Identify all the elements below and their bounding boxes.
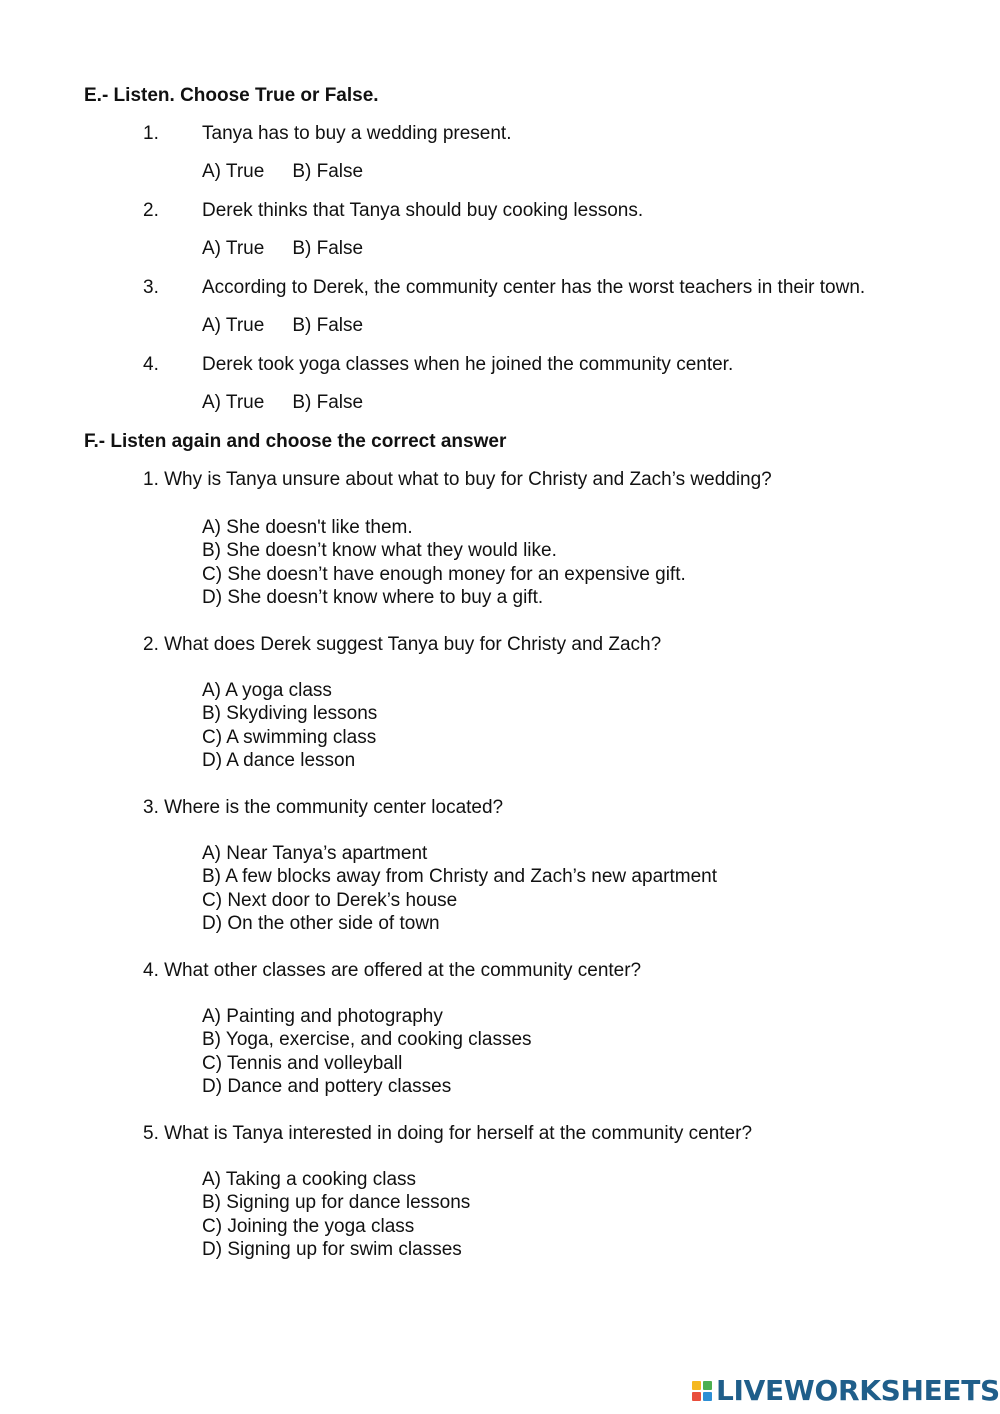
option-true[interactable]: A) True	[202, 161, 265, 182]
tf-item-statement: Tanya has to buy a wedding present.	[202, 123, 512, 144]
tf-item-statement: Derek took yoga classes when he joined the community center.	[202, 354, 734, 375]
liveworksheets-logo	[692, 1374, 1000, 1408]
answer-options	[202, 1168, 470, 1261]
tf-item-number: 1.	[143, 123, 159, 144]
answer-option[interactable]: A) Near Tanya’s apartment	[202, 843, 428, 864]
question-text: 4. What other classes are offered at the community center?	[143, 960, 642, 981]
answer-option[interactable]: D) On the other side of town	[202, 912, 440, 934]
tf-item-number: 2.	[143, 200, 159, 221]
option-false[interactable]: B) False	[292, 315, 364, 336]
answer-option[interactable]: A) She doesn't like them.	[202, 517, 413, 538]
answer-option[interactable]: B) Skydiving lessons	[202, 703, 378, 725]
logo-blocks-icon	[692, 1381, 712, 1401]
tf-item-number: 3.	[143, 277, 159, 298]
question-text: 1. Why is Tanya unsure about what to buy for Christy and Zach’s wedding?	[143, 469, 772, 490]
answer-option[interactable]: C) She doesn’t have enough money for an expensive gift.	[202, 563, 686, 585]
answer-options	[202, 842, 717, 935]
logo-block	[703, 1381, 712, 1390]
answer-options	[202, 679, 377, 772]
answer-option[interactable]: B) Yoga, exercise, and cooking classes	[202, 1029, 532, 1051]
option-false[interactable]: B) False	[292, 238, 364, 259]
tf-item-options	[202, 391, 363, 415]
tf-item-statement: According to Derek, the community center has the worst teachers in their town.	[202, 277, 866, 298]
question-text: 5. What is Tanya interested in doing for herself at the community center?	[143, 1123, 753, 1144]
answer-option[interactable]: C) Next door to Derek’s house	[202, 889, 458, 911]
answer-option[interactable]: D) Signing up for swim classes	[202, 1238, 462, 1260]
option-true[interactable]: A) True	[202, 238, 265, 259]
tf-item-statement: Derek thinks that Tanya should buy cooking lessons.	[202, 200, 644, 221]
answer-option[interactable]: C) Joining the yoga class	[202, 1215, 415, 1237]
section-f-heading: F.- Listen again and choose the correct answer	[84, 431, 507, 452]
answer-option[interactable]: C) Tennis and volleyball	[202, 1052, 403, 1074]
answer-option[interactable]: D) A dance lesson	[202, 749, 356, 771]
answer-option[interactable]: A) Painting and photography	[202, 1006, 443, 1027]
answer-option[interactable]: A) Taking a cooking class	[202, 1169, 417, 1190]
answer-option[interactable]: B) She doesn’t know what they would like.	[202, 540, 557, 562]
answer-option[interactable]: D) She doesn’t know where to buy a gift.	[202, 586, 544, 608]
tf-item-options	[202, 160, 363, 184]
option-false[interactable]: B) False	[292, 161, 364, 182]
answer-option[interactable]: C) A swimming class	[202, 726, 377, 748]
logo-block	[703, 1392, 712, 1401]
question-text: 3. Where is the community center located?	[143, 797, 504, 818]
option-true[interactable]: A) True	[202, 315, 265, 336]
answer-options	[202, 516, 686, 609]
logo-text: LIVEWORKSHEETS	[716, 1374, 1000, 1407]
question-text: 2. What does Derek suggest Tanya buy for Christy and Zach?	[143, 634, 662, 655]
tf-item-options	[202, 237, 363, 261]
option-false[interactable]: B) False	[292, 392, 364, 413]
section-e-heading: E.- Listen. Choose True or False.	[84, 85, 379, 106]
logo-block	[692, 1392, 701, 1401]
tf-item-options	[202, 314, 363, 338]
answer-option[interactable]: B) A few blocks away from Christy and Zach’s new apartment	[202, 866, 717, 888]
option-true[interactable]: A) True	[202, 392, 265, 413]
logo-block	[692, 1381, 701, 1390]
answer-option[interactable]: D) Dance and pottery classes	[202, 1075, 452, 1097]
tf-item-number: 4.	[143, 354, 159, 375]
answer-option[interactable]: B) Signing up for dance lessons	[202, 1192, 471, 1214]
answer-options	[202, 1005, 532, 1098]
answer-option[interactable]: A) A yoga class	[202, 680, 332, 701]
